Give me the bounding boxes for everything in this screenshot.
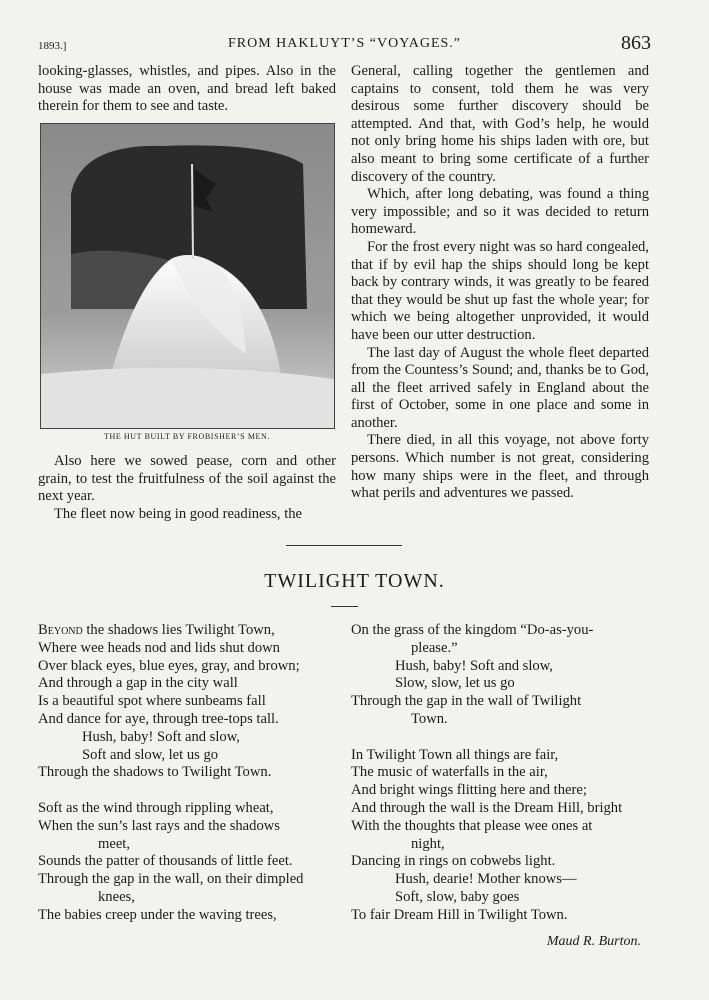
header-date: 1893.]: [38, 40, 67, 52]
poem-line: Sounds the patter of thousands of little feet.: [38, 853, 293, 870]
poem-line: In Twilight Town all things are fair,: [351, 746, 559, 763]
poem-line: Through the gap in the wall, on their dimpled: [38, 871, 304, 888]
title-rule: [331, 606, 358, 607]
paragraph: Which, after long debating, was found a thing very impossible; and so it was decided to return homeward.: [351, 186, 649, 238]
poem-line: Through the gap in the wall of Twilight: [351, 693, 582, 710]
poem-line: Town.: [411, 710, 448, 727]
poem-line: Hush, baby! Soft and slow,: [82, 728, 240, 745]
article-left-bottom: [38, 453, 336, 523]
stanza-break: [38, 782, 338, 800]
poem-line: To fair Dream Hill in Twilight Town.: [351, 906, 568, 923]
paragraph: The last day of August the whole fleet departed from the Countess’s Sound; and, thanks be to God, all the fleet arrived safely in England about the first of October, some in one place and some in another.: [351, 344, 649, 431]
paragraph: There died, in all this voyage, not above forty persons. Which number is not great, considering how many ships were in the fleet, and through what perils and adventures we passed.: [351, 432, 649, 502]
poem-line: Hush, baby! Soft and slow,: [395, 657, 553, 674]
poem-line: And through the wall is the Dream Hill, bright: [351, 799, 623, 816]
paragraph: Also here we sowed pease, corn and other grain, to test the fruitfulness of the soil against the next year.: [38, 453, 336, 505]
paragraph: The fleet now being in good readiness, the: [54, 505, 303, 522]
article-right-column: [351, 63, 649, 503]
poem-line: On the grass of the kingdom “Do-as-you-: [351, 622, 594, 638]
page-number: 863: [621, 32, 651, 54]
poem-line: When the sun’s last rays and the shadows: [38, 817, 280, 834]
poem-line: Slow, slow, let us go: [395, 675, 515, 692]
poem-line: Dancing in rings on cobwebs light.: [351, 853, 556, 870]
poem-title: TWILIGHT TOWN.: [264, 570, 445, 592]
drop-word: Beyond: [38, 622, 83, 638]
poem-line: Is a beautiful spot where sunbeams fall: [38, 693, 266, 710]
poem-line: night,: [411, 835, 445, 852]
stanza-break: [351, 729, 651, 747]
hut-illustration: [40, 123, 335, 429]
poem-line: With the thoughts that please wee ones at: [351, 817, 593, 834]
poem-line: Through the shadows to Twilight Town.: [38, 764, 272, 781]
poem-line: meet,: [98, 835, 131, 852]
poem-line: Soft, slow, baby goes: [395, 888, 520, 905]
poem-line: The babies creep under the waving trees,: [38, 906, 277, 923]
article-left-top: [38, 63, 336, 116]
section-divider: [286, 545, 402, 546]
poem-line: And dance for aye, through tree-tops tall.: [38, 710, 279, 727]
poem-line: Soft as the wind through rippling wheat,: [38, 799, 274, 816]
poem-line: Over black eyes, blue eyes, gray, and brown;: [38, 657, 300, 674]
poem-line: Where wee heads nod and lids shut down: [38, 639, 280, 656]
poem-right-column: [351, 622, 651, 925]
header-title: FROM HAKLUYT’S “VOYAGES.”: [227, 36, 462, 51]
running-header: [38, 34, 651, 56]
poem-line: And bright wings flitting here and there;: [351, 782, 587, 799]
paragraph: looking-glasses, whistles, and pipes. Also in the house was made an oven, and bread left baked therein for them to see and taste.: [38, 63, 336, 115]
paragraph: General, calling together the gentlemen and captains to consent, told them he was very desirous some further discovery should be attempted. And that, with God’s help, he would not only bring home his ships laden with ore, but also meant to bring some certificate of a further discovery of the country.: [351, 63, 649, 185]
poem-author: Maud R. Burton.: [546, 934, 641, 949]
paragraph: For the frost every night was so hard congealed, that if by evil hap the ships should long be kept back by contrary winds, it was greatly to be feared that they would be shut up fast the whole year; for which we being altogether unprovided, it would have been our utter destruction.: [351, 238, 649, 343]
poem-line: The music of waterfalls in the air,: [351, 764, 548, 781]
poem-left-column: [38, 622, 338, 925]
poem-line: Beyond the shadows lies Twilight Town,: [38, 622, 275, 638]
poem-line: Soft and slow, let us go: [82, 746, 219, 763]
poem-line: And through a gap in the city wall: [38, 675, 238, 692]
poem-line: Hush, dearie! Mother knows—: [395, 871, 577, 888]
figure-caption: THE HUT BUILT BY FROBISHER’S MEN.: [103, 432, 271, 441]
poem-line: knees,: [98, 888, 135, 905]
poem-line: please.”: [411, 639, 458, 656]
